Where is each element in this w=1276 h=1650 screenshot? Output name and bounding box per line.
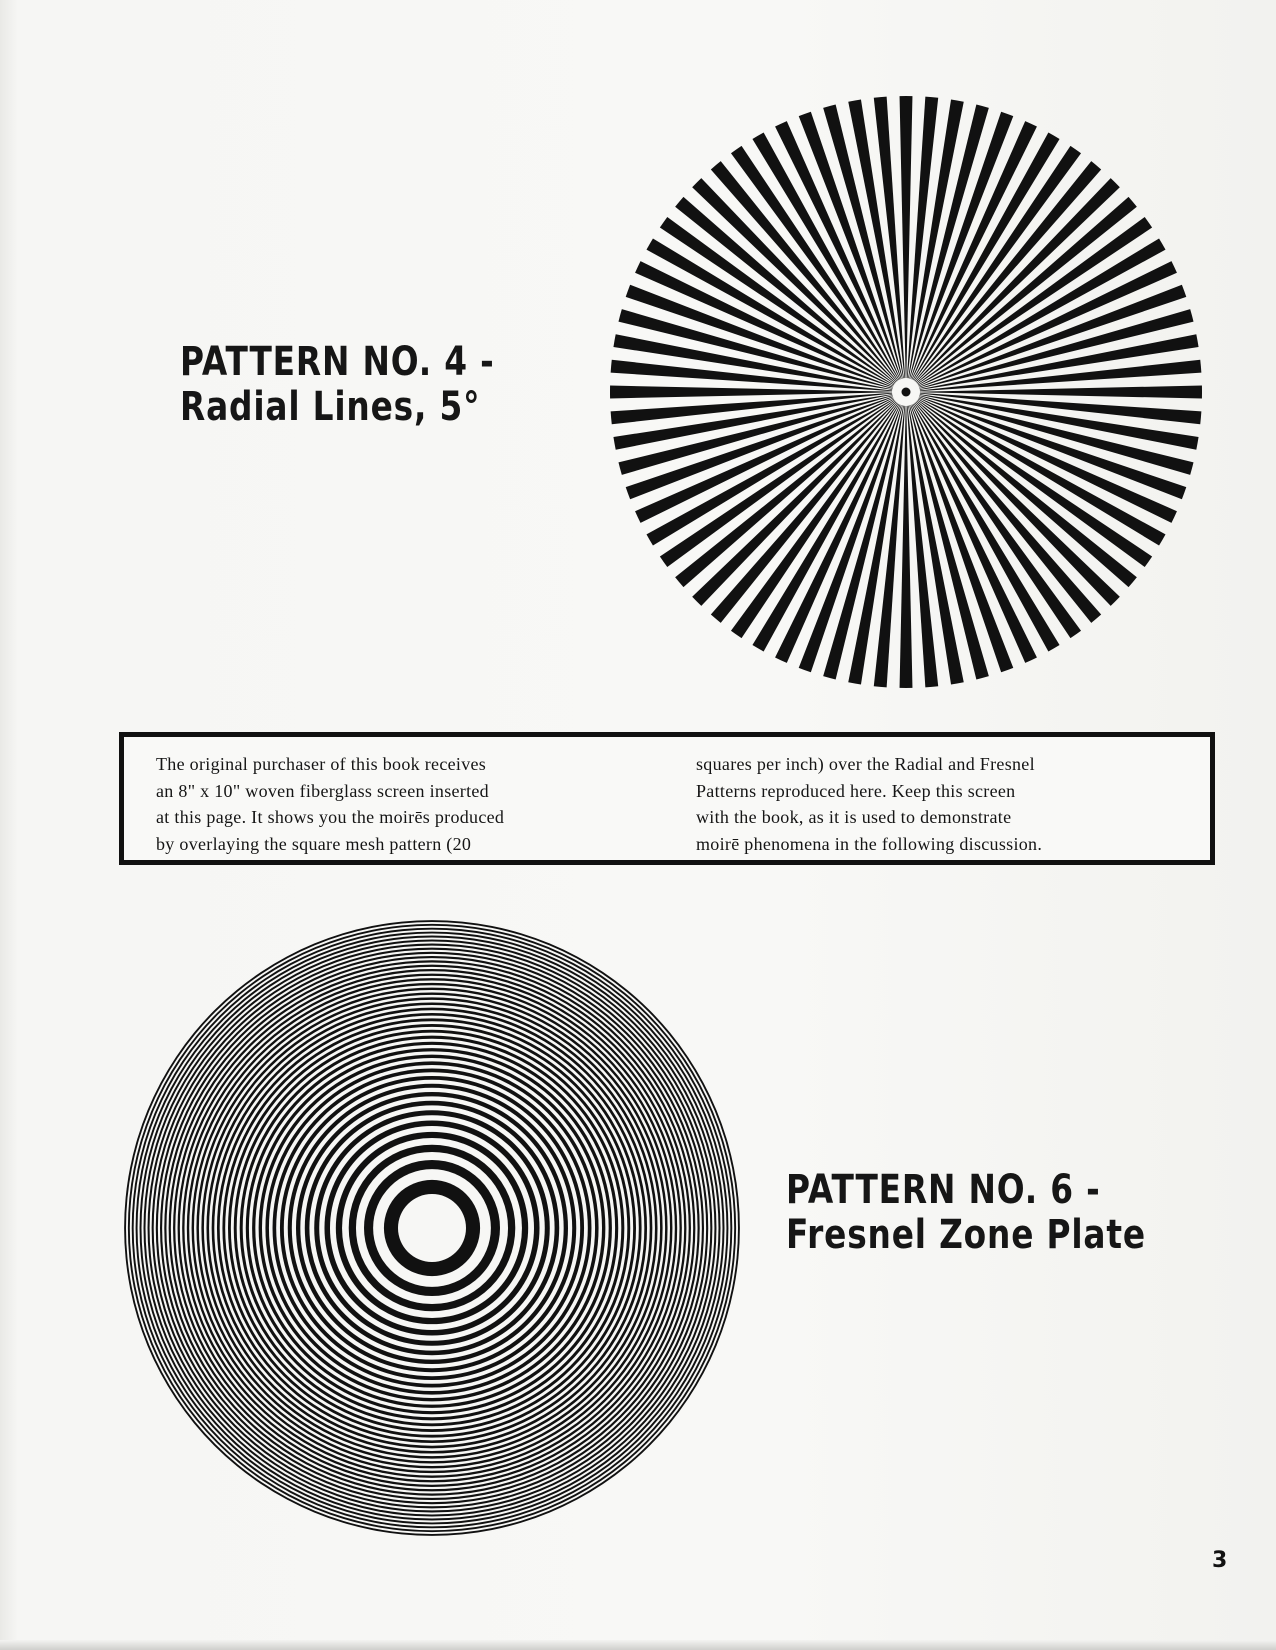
notice-right-line: with the book, as it is used to demonstrate [696, 807, 1012, 827]
pattern-4-title-line-1: PATTERN NO. 4 - [180, 339, 495, 385]
page-edge-shadow [0, 1640, 1276, 1650]
notice-right-line: moirē phenomena in the following discussion. [696, 833, 1043, 854]
notice-left-line: by overlaying the square mesh pattern (20 [156, 833, 472, 854]
notice-left-line: The original purchaser of this book receives [156, 754, 487, 774]
notice-left-column [156, 751, 504, 857]
radial-wedge [906, 392, 964, 685]
radial-wedge [906, 99, 964, 392]
notice-right-line: squares per inch) over the Radial and Fresnel [696, 754, 1035, 774]
fresnel-zone-plate-pattern [122, 918, 742, 1538]
pattern-6-title-line-1: PATTERN NO. 6 - [786, 1167, 1101, 1213]
notice-left-line: an 8" x 10" woven fiberglass screen inserted [156, 780, 489, 801]
radial-wedge [848, 392, 906, 685]
notice-right-column [696, 751, 1042, 857]
radial-center-dot [902, 388, 911, 397]
pattern-6-title [786, 1168, 1146, 1258]
fresnel-center-zone [398, 1194, 466, 1262]
radial-wedge [906, 334, 1199, 392]
pattern-4-title [180, 340, 495, 430]
notice-box [119, 732, 1215, 865]
pattern-6-title-line-2: Fresnel Zone Plate [786, 1211, 1146, 1258]
radial-wedge [613, 392, 906, 450]
pattern-4-title-line-2: Radial Lines, 5° [180, 383, 481, 430]
radial-wedge [848, 99, 906, 392]
radial-wedge [906, 392, 1199, 450]
notice-left-line: at this page. It shows you the moirēs produced [156, 807, 505, 827]
radial-lines-pattern [606, 92, 1206, 692]
radial-wedge [613, 334, 906, 392]
page-number: 3 [1212, 1548, 1228, 1573]
notice-right-line: Patterns reproduced here. Keep this screen [696, 780, 1016, 801]
